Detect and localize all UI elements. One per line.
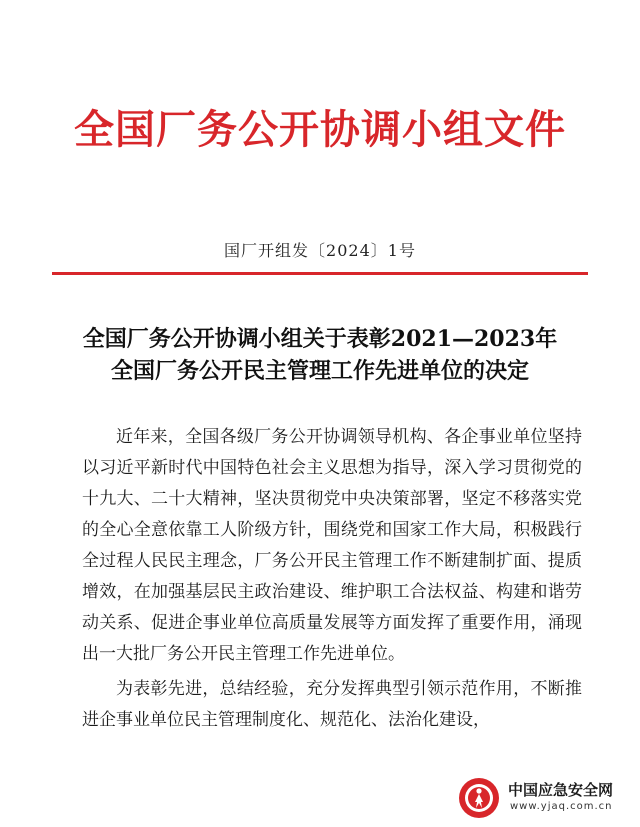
document-number: 国厂开组发〔2024〕1号 xyxy=(224,241,416,260)
red-divider-line xyxy=(52,272,588,275)
body-paragraph-1: 近年来，全国各级厂务公开协调领导机构、各企事业单位坚持以习近平新时代中国特色社会主义思想为指导，深入学习贯彻党的十九大、二十大精神，坚决贯彻党中央决策部署，坚定不移落实党的全心全意依靠工人阶级方针，围绕党和国家工作大局，积极践行全过程人民民主理念，厂务公开民主管理工作不断建制扩面、提质增效，在加强基层民主政治建设、维护职工合法权益、构建和谐劳动关系、促进企事业单位高质量发展等方面发挥了重要作用，涌现出一大批厂务公开民主管理工作先进单位。 xyxy=(82,427,582,664)
body-text xyxy=(82,422,582,736)
decision-title xyxy=(40,323,600,387)
decision-title-line-2: 全国厂务公开民主管理工作先进单位的决定 xyxy=(110,358,529,384)
watermark-site-name: 中国应急安全网 xyxy=(508,781,614,799)
decision-title-line-1: 全国厂务公开协调小组关于表彰2021—2023年 xyxy=(82,326,558,352)
watermark-url[interactable]: www.yjaq.com.cn xyxy=(510,801,613,812)
document-header-title: 全国厂务公开协调小组文件 xyxy=(74,106,566,153)
body-paragraph-2: 为表彰先进，总结经验，充分发挥典型引领示范作用，不断推进企事业单位民主管理制度化、规范化、法治化建设， xyxy=(82,679,582,730)
emergency-safety-logo-icon xyxy=(458,777,500,819)
site-watermark xyxy=(458,775,636,821)
